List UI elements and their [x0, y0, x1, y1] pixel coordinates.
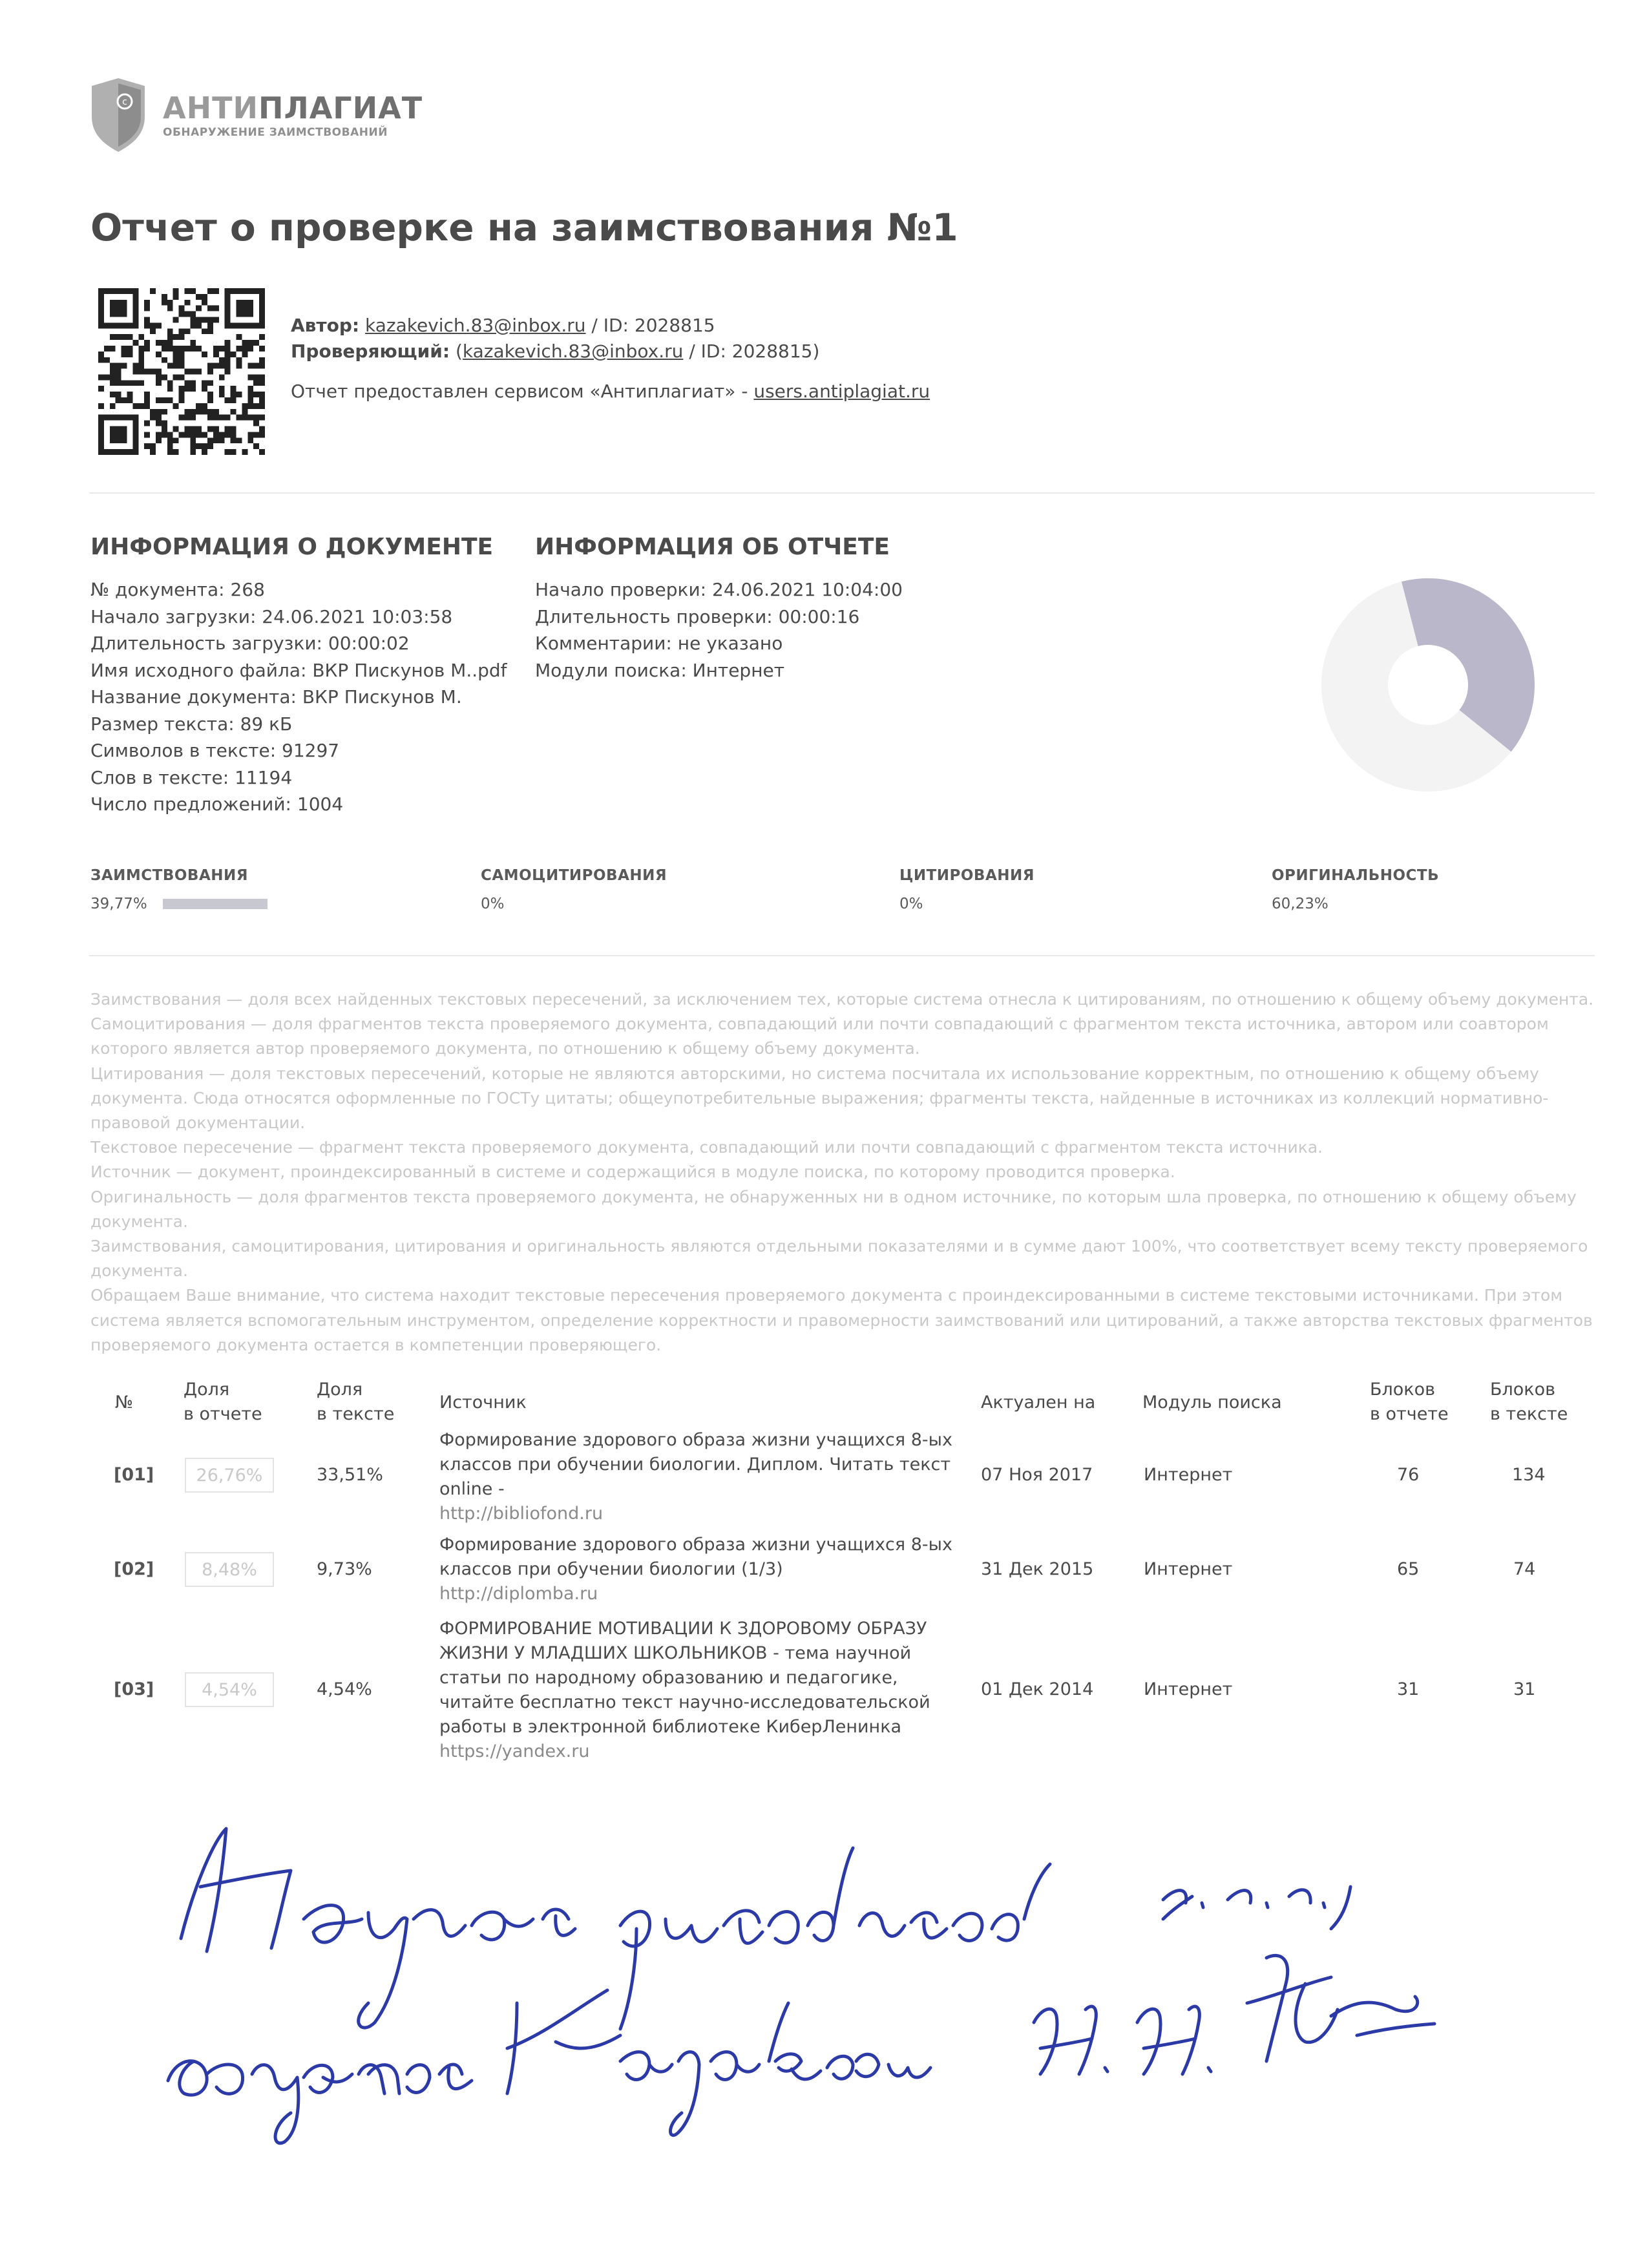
report-info-item: Начало проверки: 24.06.2021 10:04:00	[535, 579, 903, 600]
report-info-heading: ИНФОРМАЦИЯ ОБ ОТЧЕТЕ	[535, 534, 890, 560]
source-url[interactable]: http://diplomba.ru	[439, 1584, 598, 1604]
author-line	[291, 313, 930, 339]
share-text: 9,73%	[317, 1559, 372, 1579]
author-email-link[interactable]: kazakevich.83@inbox.ru	[365, 315, 586, 336]
definition-paragraph: Текстовое пересечение — фрагмент текста проверяемого документа, совпадающий или почти совпадающий с фрагментом текста источника.	[90, 1138, 1323, 1157]
qr-code[interactable]	[98, 288, 265, 455]
logo-tagline: ОБНАРУЖЕНИЕ ЗАИМСТВОВАНИЙ	[163, 126, 388, 139]
metric-value: 0%	[481, 896, 505, 912]
metric-value: 0%	[899, 896, 923, 912]
originality-pie-chart	[1318, 569, 1577, 801]
source-url[interactable]: http://bibliofond.ru	[439, 1504, 604, 1524]
source-cell	[439, 1533, 976, 1606]
metric-label: ЗАИМСТВОВАНИЯ	[90, 867, 248, 884]
blocks-report: 65	[1397, 1559, 1420, 1579]
search-module: Интернет	[1144, 1559, 1233, 1579]
doc-info-item: Слов в тексте: 11194	[90, 766, 293, 788]
metric-value: 60,23%	[1272, 896, 1329, 912]
doc-info-list	[90, 576, 507, 818]
antiplagiat-logo	[89, 76, 423, 154]
source-title[interactable]: Формирование здорового образа жизни учащихся 8-ых классов при обучении биологии. Диплом. Читать текст online -	[439, 1430, 952, 1499]
col-share-text: Доля в тексте	[317, 1380, 395, 1424]
definition-paragraph: Цитирования — доля текстовых пересечений, которые не являются авторскими, но система посчитала их использование корректным, по отношению к общему объему документа. Сюда относятся оформленные по ГОСТу цитаты; общеупотребительные выражения; фрагменты текста, найденные в источниках из коллекций нормативно-правовой документации.	[90, 1064, 1549, 1133]
metric-label: ЦИТИРОВАНИЯ	[899, 867, 1035, 884]
divider	[89, 492, 1595, 494]
author-id: / ID: 2028815	[591, 315, 715, 336]
row-number: [03]	[114, 1679, 154, 1699]
share-text: 33,51%	[317, 1465, 383, 1485]
author-label: Автор:	[291, 315, 360, 336]
borrowings-bar	[163, 899, 268, 909]
source-cell	[439, 1428, 976, 1526]
reviewer-line: Проверяющий: (kazakevich.83@inbox.ru / ID: 2028815)	[291, 341, 820, 362]
report-info-item: Модули поиска: Интернет	[535, 659, 785, 681]
share-text: 4,54%	[317, 1679, 372, 1699]
definition-paragraph: Оригинальность — доля фрагментов текста проверяемого документа, не обнаруженных ни в одном источнике, по которым шла проверка, по отношению к общему объему документа.	[90, 1187, 1577, 1231]
metric-label: САМОЦИТИРОВАНИЯ	[481, 867, 667, 884]
reviewer-email-link[interactable]: kazakevich.83@inbox.ru	[462, 341, 684, 362]
blocks-text: 74	[1513, 1559, 1536, 1579]
service-url-link[interactable]: users.antiplagiat.ru	[753, 381, 930, 402]
actual-date: 01 Дек 2014	[981, 1679, 1094, 1699]
report-info-list	[535, 576, 903, 684]
source-url[interactable]: https://yandex.ru	[439, 1741, 590, 1761]
actual-date: 31 Дек 2015	[981, 1559, 1094, 1579]
doc-info-item: Начало загрузки: 24.06.2021 10:03:58	[90, 605, 453, 627]
definition-paragraph: Обращаем Ваше внимание, что система находит текстовые пересечения проверяемого документа с проиндексированными в системе текстовыми источниками. При этом система является вспомогательным инструментом, определение корректности и правомерности заимствований или цитирований, а также авторства текстовых фрагментов проверяемого документа остается в компетенции проверяющего.	[90, 1286, 1593, 1354]
sources-table-header	[0, 1378, 1649, 1429]
doc-info-item: Символов в тексте: 91297	[90, 740, 340, 761]
svg-text:c: c	[122, 97, 127, 107]
source-title[interactable]: ФОРМИРОВАНИЕ МОТИВАЦИИ К ЗДОРОВОМУ ОБРАЗУ ЖИЗНИ У МЛАДШИХ ШКОЛЬНИКОВ - тема научной статьи по народному образованию и педагогике, читайте бесплатно текст научно-исследовательской работы в электронной библиотеке КиберЛенинка	[439, 1619, 930, 1737]
divider	[89, 955, 1595, 956]
definition-paragraph: Самоцитирования — доля фрагментов текста проверяемого документа, совпадающий или почти совпадающий с фрагментом текста источника, автором или соавтором которого является автор проверяемого документа, по отношению к общему объему документа.	[90, 1014, 1549, 1058]
reviewer-id: / ID: 2028815)	[689, 341, 820, 362]
share-report-badge: 8,48%	[185, 1552, 274, 1587]
search-module: Интернет	[1144, 1679, 1233, 1699]
shield-icon	[89, 77, 147, 153]
doc-info-item: Название документа: ВКР Пискунов М.	[90, 686, 462, 708]
metric-borrowings	[90, 867, 268, 912]
share-report-badge: 4,54%	[185, 1672, 274, 1707]
share-report-badge: 26,76%	[185, 1458, 274, 1493]
table-row[interactable]	[0, 1428, 1649, 1525]
col-num: №	[115, 1392, 134, 1412]
table-row[interactable]	[0, 1617, 1649, 1765]
metric-originality	[1272, 867, 1439, 912]
doc-info-item: № документа: 268	[90, 579, 265, 600]
metric-value: 39,77%	[90, 896, 147, 912]
doc-info-item: Длительность загрузки: 00:00:02	[90, 633, 410, 654]
reviewer-label: Проверяющий:	[291, 341, 450, 362]
handwritten-signature	[155, 1790, 1512, 2152]
report-info-item: Комментарии: не указано	[535, 633, 783, 654]
col-share-report: Доля в отчете	[184, 1380, 262, 1424]
col-source: Источник	[439, 1392, 527, 1412]
page-title: Отчет о проверке на заимствования №1	[90, 205, 958, 249]
row-number: [02]	[114, 1559, 154, 1579]
doc-info-item: Число предложений: 1004	[90, 793, 344, 815]
logo-name: АНТИПЛАГИАТ	[163, 90, 423, 125]
blocks-report: 31	[1397, 1679, 1420, 1699]
definitions-block	[90, 987, 1596, 1358]
actual-date: 07 Ноя 2017	[981, 1465, 1093, 1485]
definition-paragraph: Источник — документ, проиндексированный в системе и содержащийся в модуле поиска, по которому проводится проверка.	[90, 1162, 1175, 1182]
metric-label: ОРИГИНАЛЬНОСТЬ	[1272, 867, 1440, 884]
metric-self-citations	[481, 867, 667, 912]
blocks-text: 134	[1512, 1465, 1546, 1485]
report-info-item: Длительность проверки: 00:00:16	[535, 605, 860, 627]
col-blocks-report: Блоков в отчете	[1370, 1380, 1449, 1424]
blocks-report: 76	[1397, 1465, 1420, 1485]
service-line	[291, 379, 930, 404]
author-block	[291, 313, 930, 404]
doc-info-heading: ИНФОРМАЦИЯ О ДОКУМЕНТЕ	[90, 534, 494, 560]
col-actual: Актуален на	[981, 1392, 1096, 1412]
definition-paragraph: Заимствования, самоцитирования, цитирования и оригинальность являются отдельными показателями и в сумме дают 100%, что соответствует всему тексту проверяемого документа.	[90, 1237, 1588, 1281]
source-title[interactable]: Формирование здорового образа жизни учащихся 8-ых классов при обучении биологии (1/3)	[439, 1535, 952, 1579]
table-row[interactable]	[0, 1533, 1649, 1610]
doc-info-item: Имя исходного файла: ВКР Пискунов М..pdf	[90, 659, 507, 681]
col-module: Модуль поиска	[1142, 1392, 1282, 1412]
col-blocks-text: Блоков в тексте	[1490, 1380, 1568, 1424]
search-module: Интернет	[1144, 1465, 1233, 1485]
doc-info-item: Размер текста: 89 кБ	[90, 713, 293, 735]
definition-paragraph: Заимствования — доля всех найденных текстовых пересечений, за исключением тех, которые система отнесла к цитированиям, по отношению к общему объему документа.	[90, 990, 1594, 1009]
service-text: Отчет предоставлен сервисом «Антиплагиат» -	[291, 381, 748, 402]
source-cell	[439, 1617, 976, 1764]
row-number: [01]	[114, 1465, 154, 1485]
blocks-text: 31	[1513, 1679, 1536, 1699]
metric-citations	[899, 867, 1035, 912]
